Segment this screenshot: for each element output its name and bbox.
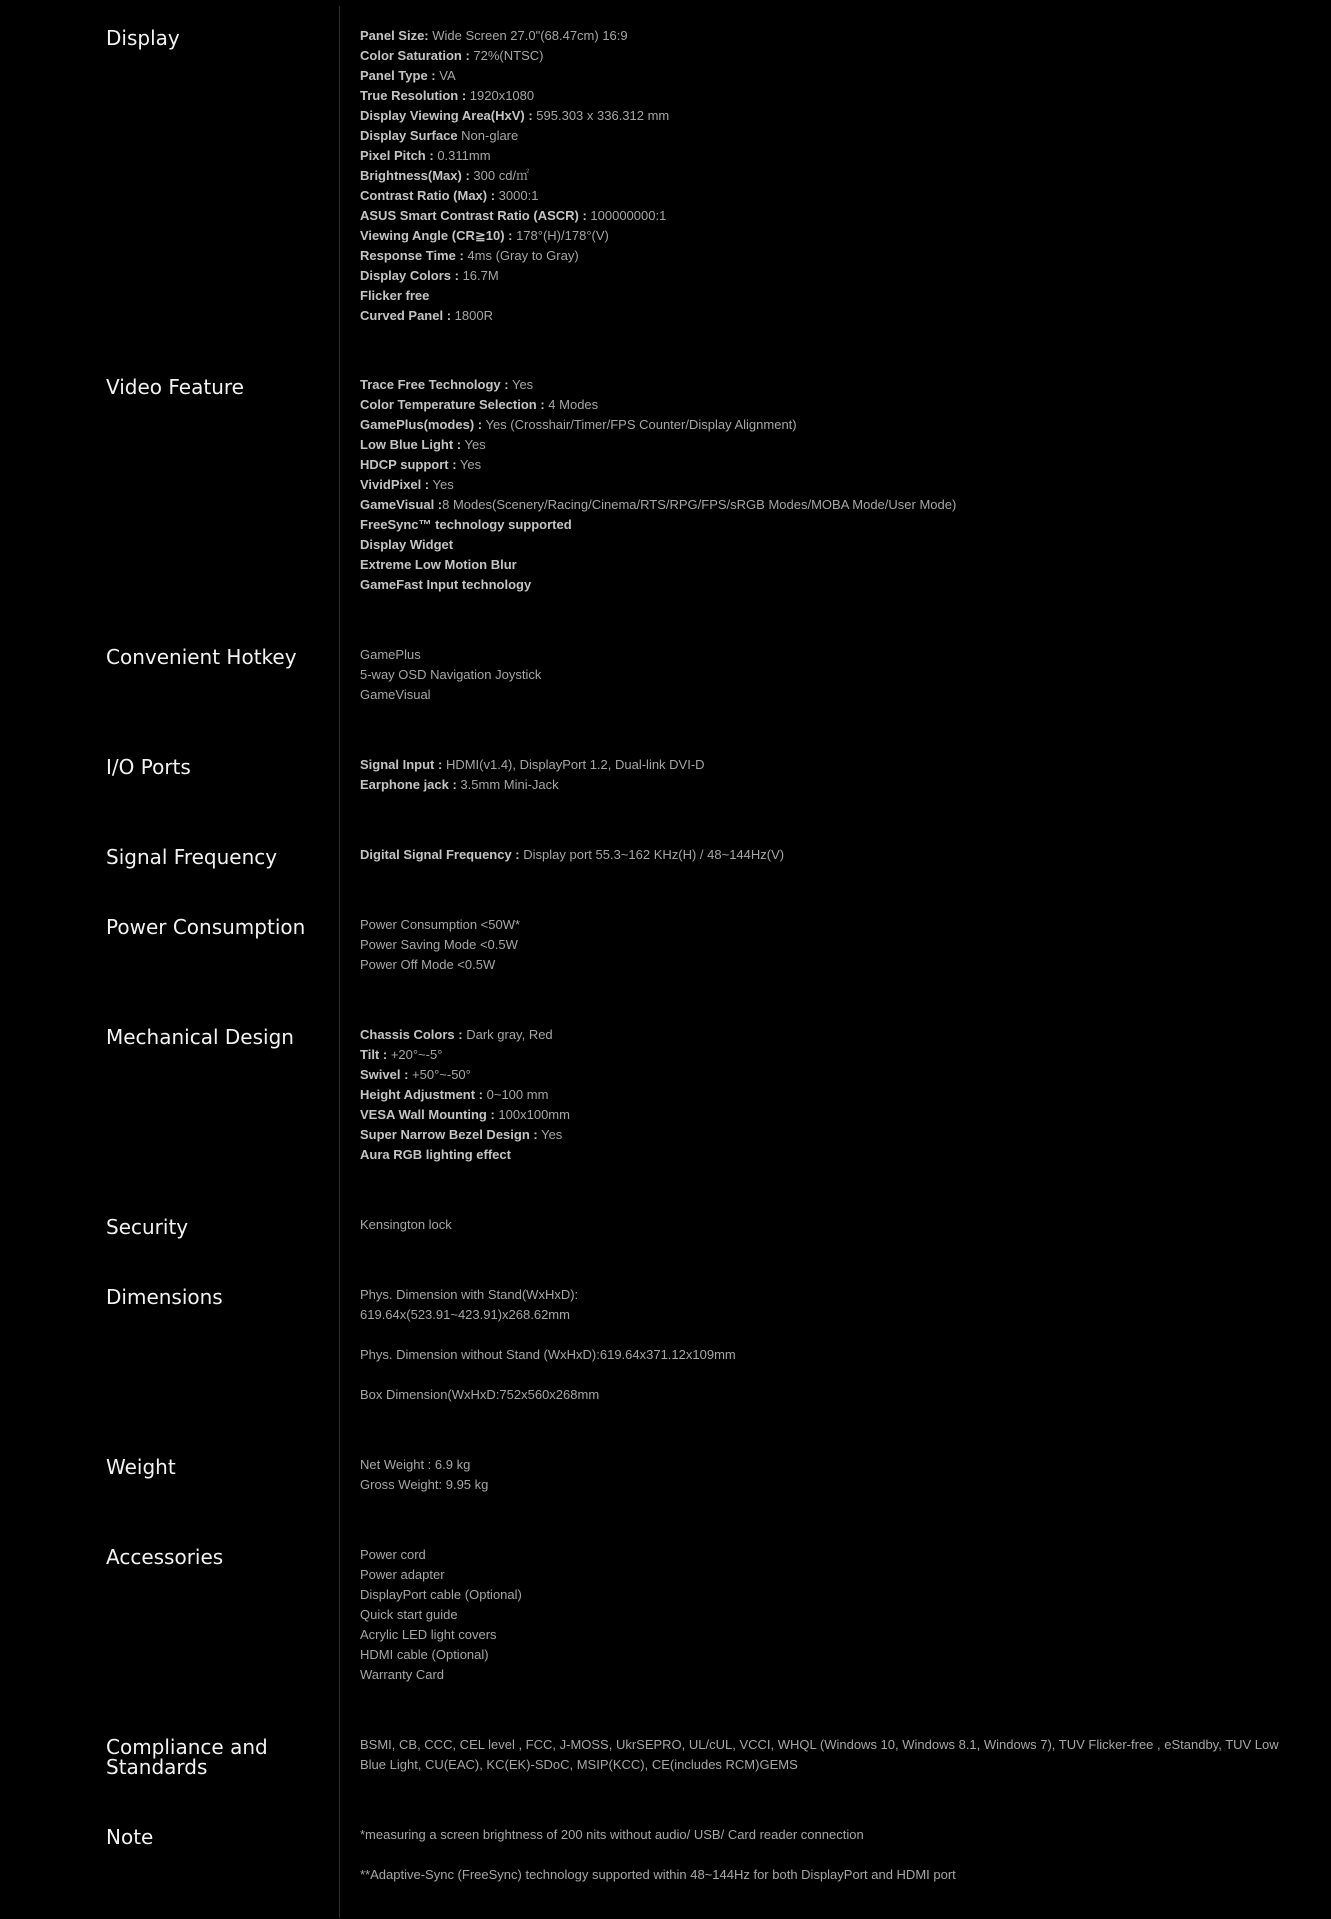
spec-value: Power Consumption <50W* xyxy=(360,917,521,932)
spec-label: Chassis Colors : xyxy=(360,1027,463,1042)
spec-line xyxy=(360,26,1290,46)
spec-value: VA xyxy=(435,68,456,83)
section-body xyxy=(360,1545,1290,1685)
spec-line xyxy=(360,66,1290,86)
spec-value: 0~100 mm xyxy=(483,1087,549,1102)
spec-label: GameFast Input technology xyxy=(360,577,532,592)
spec-label: VESA Wall Mounting : xyxy=(360,1107,495,1122)
spec-value: 72%(NTSC) xyxy=(469,48,544,63)
spec-value: Display port 55.3~162 KHz(H) / 48~144Hz(V) xyxy=(519,847,785,862)
spec-label: VividPixel : xyxy=(360,477,430,492)
spec-value: Power Off Mode <0.5W xyxy=(360,957,496,972)
spec-value: Yes (Crosshair/Timer/FPS Counter/Display Alignment) xyxy=(482,417,797,432)
spec-value: Yes xyxy=(537,1127,563,1142)
spec-label: GameVisual : xyxy=(360,497,443,512)
spec-line xyxy=(360,955,1290,975)
spec-label: Pixel Pitch : xyxy=(360,148,434,163)
spec-line xyxy=(360,395,1290,415)
spec-line xyxy=(360,1065,1290,1085)
spec-label: ASUS Smart Contrast Ratio (ASCR) : xyxy=(360,208,587,223)
spec-value: 8 Modes(Scenery/Racing/Cinema/RTS/RPG/FPS/sRGB Modes/MOBA Mode/User Mode) xyxy=(442,497,957,512)
spec-line xyxy=(360,166,1290,186)
spec-line xyxy=(360,1825,1290,1845)
spec-line xyxy=(360,375,1290,395)
spec-label: Swivel : xyxy=(360,1067,409,1082)
spec-value: BSMI, CB, CCC, CEL level , FCC, J-MOSS, UkrSEPRO, UL/cUL, VCCI, WHQL (Windows 10, Windows 8.1, Windows 7), TUV Flicker-free , eStandby, TUV Low Blue Light, CU(EAC), KC(EK)-SDoC, MSIP(KCC), CE(includes RCM)GEMS xyxy=(360,1737,1279,1772)
spec-value: Phys. Dimension without Stand (WxHxD):619.64x371.12x109mm xyxy=(360,1347,736,1362)
spec-line xyxy=(360,1545,1290,1565)
spec-line xyxy=(360,515,1290,535)
spec-label: Brightness(Max) : xyxy=(360,168,470,183)
section-body xyxy=(360,755,1290,795)
spec-line xyxy=(360,1735,1290,1775)
spec-label: Tilt : xyxy=(360,1047,388,1062)
spec-label: Color Temperature Selection : xyxy=(360,397,545,412)
spec-value: +20°~-5° xyxy=(387,1047,443,1062)
section-title: Dimensions xyxy=(106,1285,223,1309)
section-title: Accessories xyxy=(106,1545,224,1569)
spec-value: 595.303 x 336.312 mm xyxy=(532,108,670,123)
spec-label: Flicker free xyxy=(360,288,430,303)
spec-label: Response Time : xyxy=(360,248,464,263)
spec-line xyxy=(360,246,1290,266)
spec-label: Digital Signal Frequency : xyxy=(360,847,520,862)
spec-value: Net Weight : 6.9 kg xyxy=(360,1457,471,1472)
spec-value: Acrylic LED light covers xyxy=(360,1627,497,1642)
section-title: Power Consumption xyxy=(106,915,306,939)
section-body xyxy=(360,915,1290,975)
spec-value: Warranty Card xyxy=(360,1667,445,1682)
section-body xyxy=(360,1735,1290,1775)
spec-value: Power cord xyxy=(360,1547,426,1562)
spec-line xyxy=(360,306,1290,326)
spec-line xyxy=(360,415,1290,435)
spec-line xyxy=(360,1105,1290,1125)
spec-label: Curved Panel : xyxy=(360,308,452,323)
spec-value: 4 Modes xyxy=(544,397,599,412)
spec-line xyxy=(360,1455,1290,1475)
spec-line xyxy=(360,1385,1290,1405)
spec-line xyxy=(360,1365,1290,1385)
spec-value: 1800R xyxy=(451,308,493,323)
spec-line xyxy=(360,1475,1290,1495)
spec-value: Yes xyxy=(508,377,534,392)
spec-value: Non-glare xyxy=(457,128,519,143)
spec-label: Earphone jack : xyxy=(360,777,457,792)
spec-value: Power adapter xyxy=(360,1567,445,1582)
spec-line xyxy=(360,775,1290,795)
section-body xyxy=(360,1285,1290,1405)
spec-line xyxy=(360,1565,1290,1585)
spec-label: Viewing Angle (CR≧10) : xyxy=(360,228,513,243)
spec-line xyxy=(360,1345,1290,1365)
spec-line xyxy=(360,1125,1290,1145)
spec-value: GameVisual xyxy=(360,687,431,702)
spec-label: Low Blue Light : xyxy=(360,437,462,452)
spec-label: Extreme Low Motion Blur xyxy=(360,557,517,572)
spec-label: Super Narrow Bezel Design : xyxy=(360,1127,538,1142)
section-title: Weight xyxy=(106,1455,176,1479)
spec-line xyxy=(360,86,1290,106)
spec-value: GamePlus xyxy=(360,647,421,662)
section-title: Video Feature xyxy=(106,375,244,399)
spec-value: HDMI(v1.4), DisplayPort 1.2, Dual-link DVI-D xyxy=(442,757,705,772)
spec-label: Aura RGB lighting effect xyxy=(360,1147,511,1162)
spec-line xyxy=(360,555,1290,575)
spec-line xyxy=(360,475,1290,495)
spec-label: Display Widget xyxy=(360,537,454,552)
spec-line xyxy=(360,1585,1290,1605)
spec-line xyxy=(360,1045,1290,1065)
spec-line xyxy=(360,126,1290,146)
spec-line xyxy=(360,495,1290,515)
spec-label: Panel Type : xyxy=(360,68,436,83)
spec-value: **Adaptive-Sync (FreeSync) technology supported within 48~144Hz for both DisplayPort and HDMI port xyxy=(360,1867,956,1882)
section-body xyxy=(360,1825,1290,1885)
spec-label: Display Colors : xyxy=(360,268,459,283)
spec-label: Display Viewing Area(HxV) : xyxy=(360,108,533,123)
spec-line xyxy=(360,1645,1290,1665)
spec-line xyxy=(360,575,1290,595)
spec-line xyxy=(360,286,1290,306)
spec-value: HDMI cable (Optional) xyxy=(360,1647,489,1662)
section-title: Display xyxy=(106,26,180,50)
spec-value: *measuring a screen brightness of 200 nits without audio/ USB/ Card reader connection xyxy=(360,1827,864,1842)
spec-label: Display Surface xyxy=(360,128,458,143)
spec-value: 300 cd/㎡ xyxy=(469,168,530,183)
spec-value: 0.311mm xyxy=(433,148,491,163)
spec-value: 3.5mm Mini-Jack xyxy=(456,777,559,792)
spec-line xyxy=(360,206,1290,226)
spec-line xyxy=(360,46,1290,66)
spec-value: +50°~-50° xyxy=(408,1067,471,1082)
spec-line xyxy=(360,1625,1290,1645)
spec-label: Trace Free Technology : xyxy=(360,377,509,392)
spec-value: 178°(H)/178°(V) xyxy=(512,228,609,243)
spec-line xyxy=(360,266,1290,286)
section-body xyxy=(360,375,1290,595)
spec-line xyxy=(360,226,1290,246)
spec-label: Panel Size: xyxy=(360,28,429,43)
spec-value: Gross Weight: 9.95 kg xyxy=(360,1477,489,1492)
spec-line xyxy=(360,106,1290,126)
spec-value: Yes xyxy=(456,457,482,472)
section-body xyxy=(360,1455,1290,1495)
section-title: Note xyxy=(106,1825,154,1849)
spec-value: 5-way OSD Navigation Joystick xyxy=(360,667,542,682)
spec-value: Quick start guide xyxy=(360,1607,458,1622)
spec-line xyxy=(360,1325,1290,1345)
spec-value: Yes xyxy=(429,477,454,492)
spec-line xyxy=(360,435,1290,455)
spec-label: True Resolution : xyxy=(360,88,467,103)
spec-value: Kensington lock xyxy=(360,1217,452,1232)
spec-line xyxy=(360,1865,1290,1885)
spec-value: Yes xyxy=(461,437,486,452)
section-body xyxy=(360,1215,1290,1235)
spec-line xyxy=(360,1285,1290,1305)
section-title: Convenient Hotkey xyxy=(106,645,297,669)
section-body xyxy=(360,26,1290,326)
spec-line xyxy=(360,1025,1290,1045)
spec-value: Wide Screen 27.0"(68.47cm) 16:9 xyxy=(428,28,628,43)
spec-line xyxy=(360,645,1290,665)
section-title: Compliance and Standards xyxy=(106,1735,268,1779)
spec-line xyxy=(360,755,1290,775)
spec-line xyxy=(360,1605,1290,1625)
spec-line xyxy=(360,186,1290,206)
spec-value: 100x100mm xyxy=(494,1107,570,1122)
spec-value: DisplayPort cable (Optional) xyxy=(360,1587,522,1602)
spec-line xyxy=(360,1665,1290,1685)
column-divider xyxy=(339,6,340,1918)
spec-label: Color Saturation : xyxy=(360,48,470,63)
section-body xyxy=(360,845,1290,865)
spec-value: 619.64x(523.91~423.91)x268.62mm xyxy=(360,1307,570,1322)
spec-value: 16.7M xyxy=(458,268,499,283)
spec-value: 4ms (Gray to Gray) xyxy=(463,248,579,263)
section-title: Mechanical Design xyxy=(106,1025,294,1049)
spec-line xyxy=(360,1215,1290,1235)
spec-line xyxy=(360,146,1290,166)
spec-line xyxy=(360,915,1290,935)
spec-line xyxy=(360,685,1290,705)
spec-label: Height Adjustment : xyxy=(360,1087,484,1102)
spec-value: 100000000:1 xyxy=(586,208,667,223)
section-title: Security xyxy=(106,1215,189,1239)
spec-line xyxy=(360,665,1290,685)
spec-label: HDCP support : xyxy=(360,457,457,472)
spec-value: Power Saving Mode <0.5W xyxy=(360,937,518,952)
spec-value: Box Dimension(WxHxD:752x560x268mm xyxy=(360,1387,600,1402)
spec-line xyxy=(360,935,1290,955)
section-body xyxy=(360,1025,1290,1165)
section-body xyxy=(360,645,1290,705)
spec-line xyxy=(360,455,1290,475)
spec-value: Phys. Dimension with Stand(WxHxD): xyxy=(360,1287,579,1302)
spec-value: Dark gray, Red xyxy=(462,1027,553,1042)
spec-label: GamePlus(modes) : xyxy=(360,417,483,432)
section-title: I/O Ports xyxy=(106,755,191,779)
spec-line xyxy=(360,1085,1290,1105)
spec-value: 3000:1 xyxy=(495,188,539,203)
spec-label: Contrast Ratio (Max) : xyxy=(360,188,496,203)
spec-line xyxy=(360,1305,1290,1325)
spec-value: 1920x1080 xyxy=(466,88,535,103)
spec-line xyxy=(360,535,1290,555)
spec-label: FreeSync™ technology supported xyxy=(360,517,572,532)
section-title: Signal Frequency xyxy=(106,845,278,869)
spec-line xyxy=(360,1845,1290,1865)
spec-line xyxy=(360,1145,1290,1165)
spec-label: Signal Input : xyxy=(360,757,443,772)
spec-line xyxy=(360,845,1290,865)
